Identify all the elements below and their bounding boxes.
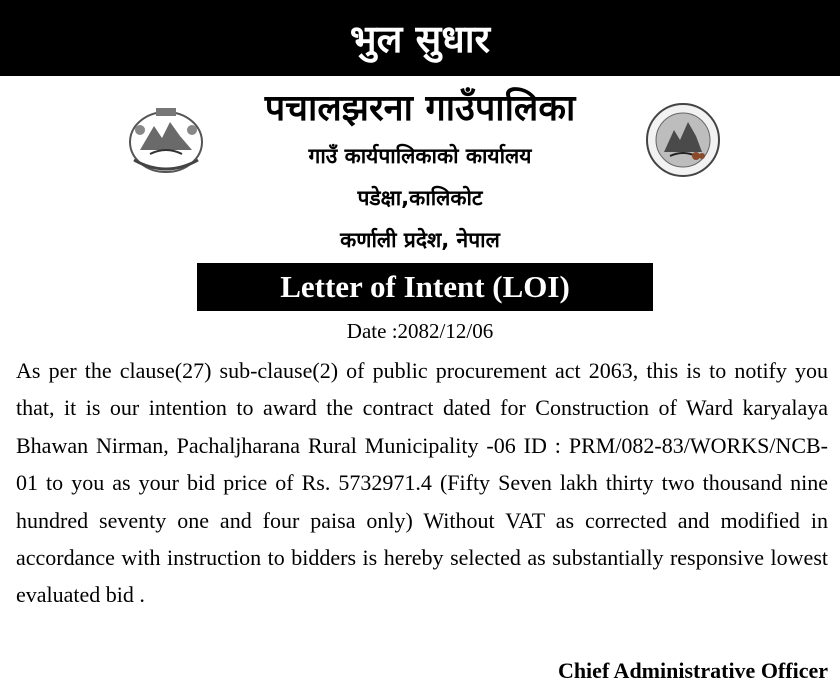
notice-body: As per the clause(27) sub-clause(2) of public procurement act 2063, this is to notify you that, it is our intention to award the contract dated for Construction of Ward karyalaya Bhawan Nirman, Pachaljharana Rural Municipality -06 ID : PRM/082-83/WORKS/NCB-01 to you as your bid price of Rs. 5732971.4 (Fifty Seven lakh thirty two thousand nine hundred seventy one and four paisa only) Without VAT as corrected and modified in accordance with instruction to bidders is hereby selected as substantially responsive lowest evaluated bid . <box>16 358 828 608</box>
banner-title: भुल सुधार <box>349 17 491 61</box>
signatory-title: Chief Administrative Officer <box>557 658 828 683</box>
correction-banner <box>0 0 840 76</box>
address-line-1: पडेक्षा,कालिकोट <box>357 186 483 210</box>
loi-heading-box <box>197 263 653 311</box>
notice-date: Date :2082/12/06 <box>346 319 494 343</box>
office-name: गाउँ कार्यपालिकाको कार्यालय <box>308 144 532 168</box>
address-line-2: कर्णाली प्रदेश, नेपाल <box>340 228 500 252</box>
loi-heading: Letter of Intent (LOI) <box>280 269 570 304</box>
municipality-name: पचालझरना गाउँपालिका <box>264 88 576 129</box>
